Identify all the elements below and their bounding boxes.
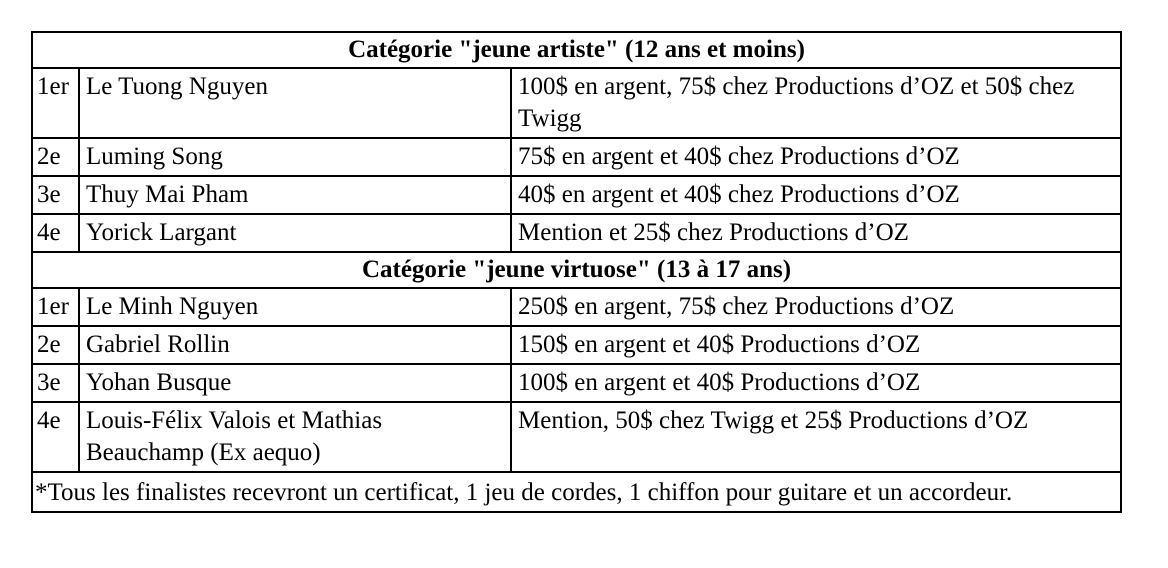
table-row	[32, 364, 1121, 402]
table-row	[32, 402, 1121, 472]
name-cell: Yohan Busque	[79, 364, 511, 402]
name-cell: Yorick Largant	[79, 214, 511, 252]
footnote: *Tous les finalistes recevront un certificat, 1 jeu de cordes, 1 chiffon pour guitare et un accordeur.	[32, 472, 1121, 512]
table-row	[32, 138, 1121, 176]
prize-cell: 250$ en argent, 75$ chez Productions d’OZ	[511, 288, 1121, 326]
category-title: Catégorie "jeune artiste" (12 ans et moins)	[32, 32, 1121, 68]
prize-cell: Mention et 25$ chez Productions d’OZ	[511, 214, 1121, 252]
rank-cell: 3e	[32, 176, 79, 214]
rank-cell: 4e	[32, 402, 79, 472]
category-header-row	[32, 32, 1121, 68]
category-header-row	[32, 252, 1121, 288]
table-row	[32, 288, 1121, 326]
rank-cell: 1er	[32, 288, 79, 326]
rank-cell: 4e	[32, 214, 79, 252]
prize-cell: 100$ en argent, 75$ chez Productions d’OZ et 50$ chez Twigg	[511, 68, 1121, 138]
prize-cell: Mention, 50$ chez Twigg et 25$ Productions d’OZ	[511, 402, 1121, 472]
name-cell: Le Minh Nguyen	[79, 288, 511, 326]
prize-cell: 100$ en argent et 40$ Productions d’OZ	[511, 364, 1121, 402]
name-cell: Le Tuong Nguyen	[79, 68, 511, 138]
name-cell: Thuy Mai Pham	[79, 176, 511, 214]
table-row	[32, 214, 1121, 252]
table-row	[32, 68, 1121, 138]
prize-cell: 40$ en argent et 40$ chez Productions d’OZ	[511, 176, 1121, 214]
rank-cell: 2e	[32, 326, 79, 364]
name-cell: Luming Song	[79, 138, 511, 176]
rank-cell: 3e	[32, 364, 79, 402]
prize-cell: 150$ en argent et 40$ Productions d’OZ	[511, 326, 1121, 364]
prize-cell: 75$ en argent et 40$ chez Productions d’OZ	[511, 138, 1121, 176]
footnote-row	[32, 472, 1121, 512]
results-table	[31, 31, 1122, 513]
name-cell: Gabriel Rollin	[79, 326, 511, 364]
table-row	[32, 176, 1121, 214]
rank-cell: 2e	[32, 138, 79, 176]
table-row	[32, 326, 1121, 364]
rank-cell: 1er	[32, 68, 79, 138]
name-cell: Louis-Félix Valois et Mathias Beauchamp (Ex aequo)	[79, 402, 511, 472]
category-title: Catégorie "jeune virtuose" (13 à 17 ans)	[32, 252, 1121, 288]
